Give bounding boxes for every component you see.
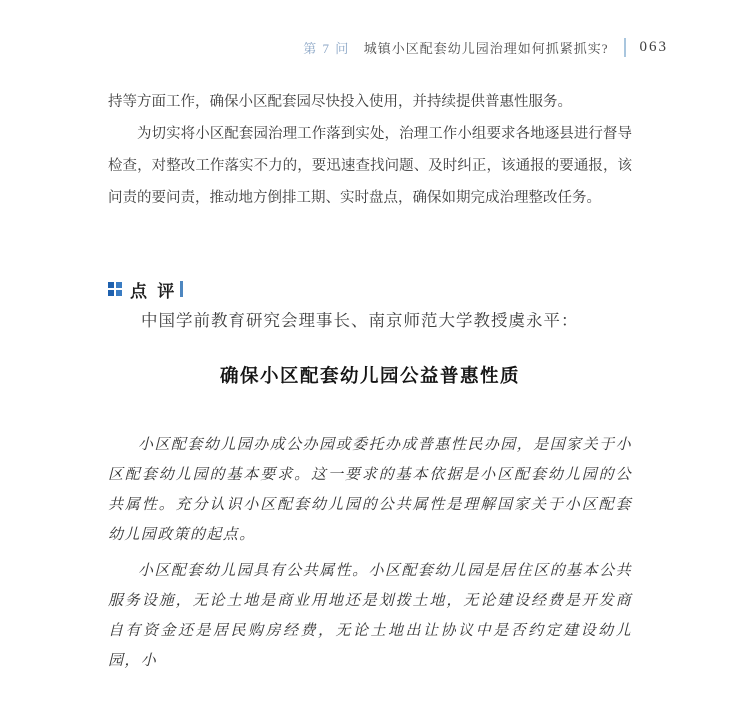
grid-icon-square [116,282,122,288]
comment-section-label: 点 评 [130,281,178,301]
header-divider [624,38,626,57]
comment-paragraph: 小区配套幼儿园具有公共属性。小区配套幼儿园是居住区的基本公共服务设施，无论土地是商业用地还是划拨土地，无论建设经费是开发商自有资金还是居民购房经费，无论土地出让协议中是否约定建设幼儿园，小 [108,563,632,669]
grid-icon-square [108,290,114,296]
question-number-label: 第 7 问 [303,41,350,56]
body-paragraph-continued: 持等方面工作，确保小区配套园尽快投入使用，并持续提供普惠性服务。 [108,94,572,110]
four-squares-icon [108,282,122,296]
comment-section-header [108,280,632,301]
chapter-title: 城镇小区配套幼儿园治理如何抓紧抓实? [363,41,609,56]
comment-title: 确保小区配套幼儿园公益普惠性质 [219,367,520,387]
section-tick-icon [180,281,183,297]
text-column [108,86,632,676]
running-header [303,38,668,57]
body-paragraph: 为切实将小区配套园治理工作落到实处，治理工作小组要求各地逐县进行督导检查，对整改工作落实不力的，要迅速查找问题、及时纠正，该通报的要通报，该问责的要问责，推动地方倒排工期、实时盘点，确保如期完成治理整改任务。 [108,126,632,206]
grid-icon-square [108,282,114,288]
comment-paragraph: 小区配套幼儿园办成公办园或委托办成普惠性民办园，是国家关于小区配套幼儿园的基本要求。这一要求的基本依据是小区配套幼儿园的公共属性。充分认识小区配套幼儿园的公共属性是理解国家关于小区配套幼儿园政策的起点。 [108,437,632,543]
grid-icon-square [116,290,122,296]
page-number: 063 [639,39,668,55]
commentator-attribution: 中国学前教育研究会理事长、南京师范大学教授虞永平： [141,311,579,330]
